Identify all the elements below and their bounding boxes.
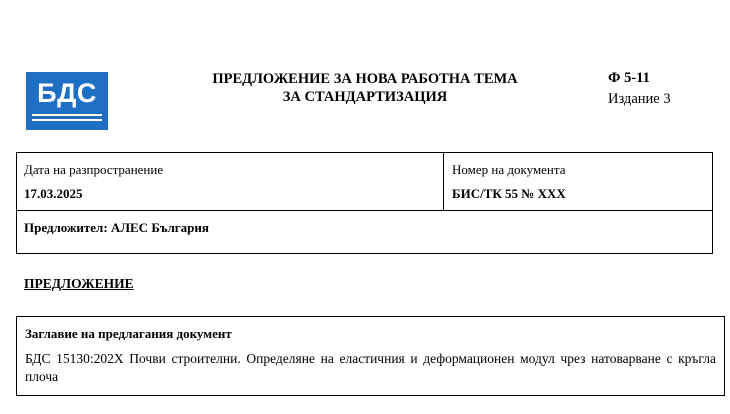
bds-logo bbox=[26, 72, 108, 130]
title-line-1: ПРЕДЛОЖЕНИЕ ЗА НОВА РАБОТНА ТЕМА bbox=[212, 71, 518, 87]
date-value: 17.03.2025 bbox=[24, 186, 83, 201]
document-title-box bbox=[16, 316, 725, 396]
info-table bbox=[16, 152, 713, 254]
section-heading: ПРЕДЛОЖЕНИЕ bbox=[24, 276, 134, 291]
page-title bbox=[130, 70, 600, 106]
logo-stripe bbox=[32, 114, 102, 116]
proposer: Предложител: АЛЕС България bbox=[24, 220, 209, 235]
edition: Издание 3 bbox=[608, 91, 671, 107]
title-line-2: ЗА СТАНДАРТИЗАЦИЯ bbox=[282, 89, 448, 105]
doc-number-label: Номер на документа bbox=[452, 162, 566, 177]
doc-number-value: БИС/ТК 55 № XXX bbox=[452, 186, 566, 201]
divider bbox=[17, 210, 712, 211]
form-code: Ф 5-11 bbox=[608, 70, 650, 86]
date-label: Дата на разпространение bbox=[24, 162, 164, 177]
divider bbox=[443, 153, 444, 210]
doc-title-label: Заглавие на предлагания документ bbox=[25, 326, 232, 341]
doc-title-text: БДС 15130:202Х Почви строителни. Определяне на еластичния и деформационен модул чрез натоварване с кръгла плоча bbox=[25, 351, 716, 384]
logo-text: БДС bbox=[37, 78, 97, 108]
logo-stripe bbox=[32, 119, 102, 121]
